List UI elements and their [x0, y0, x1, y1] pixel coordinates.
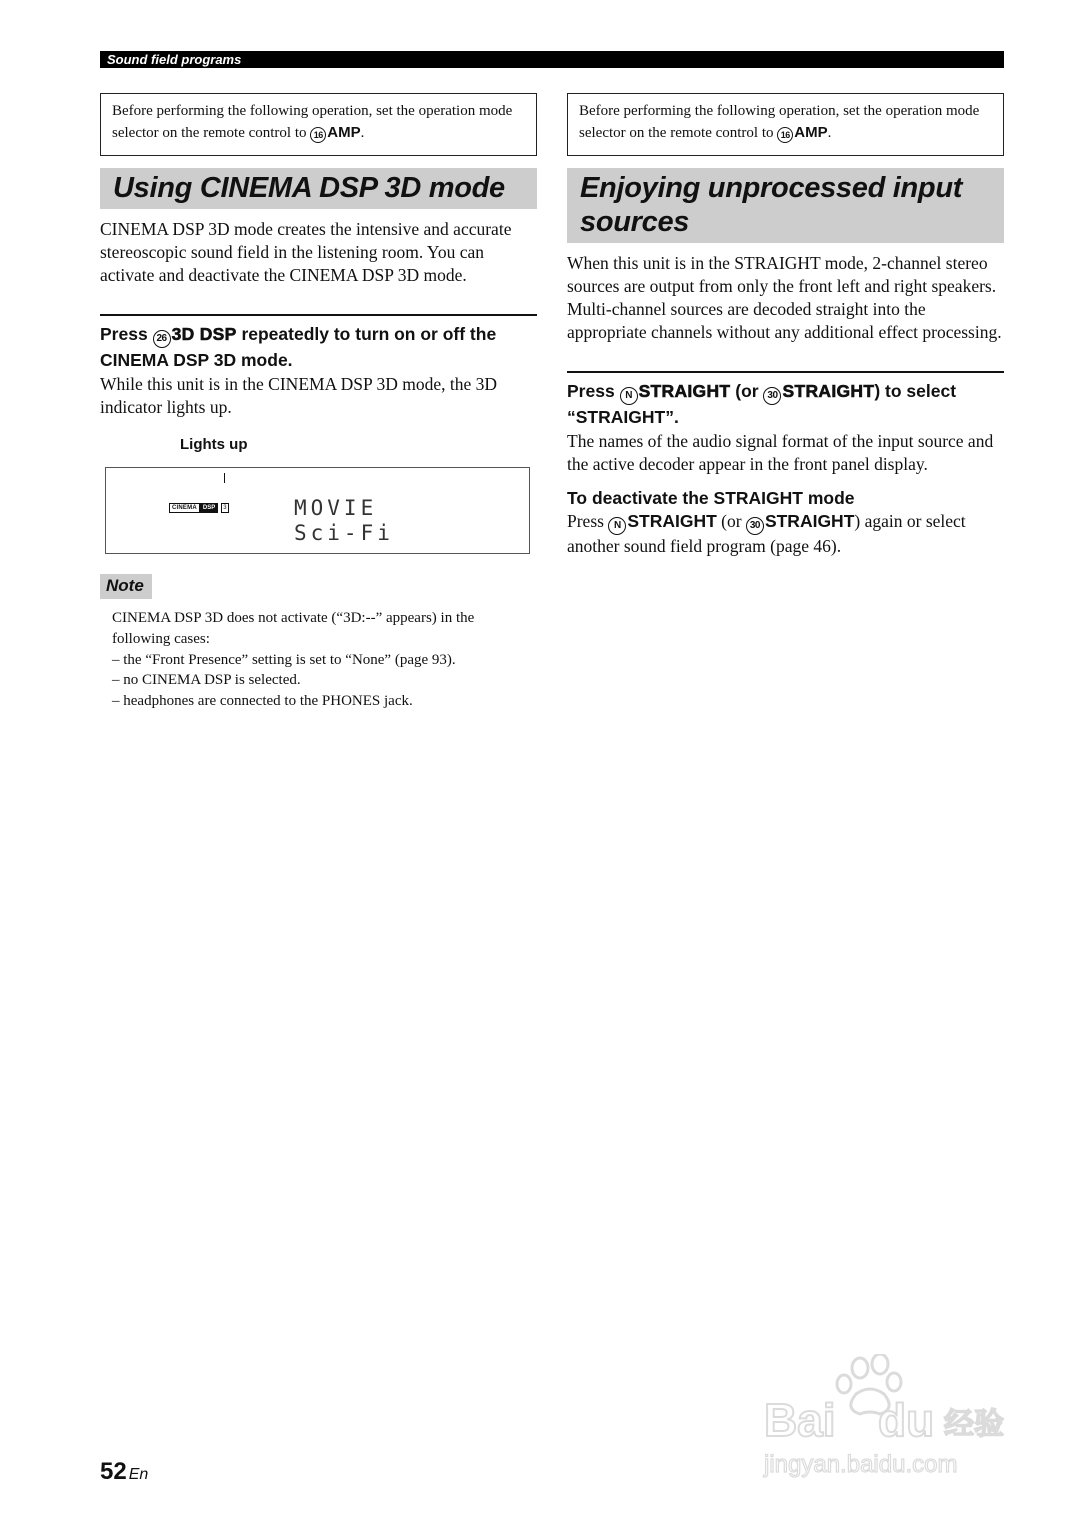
key-number-icon: 30	[763, 387, 781, 405]
front-panel-display	[105, 467, 530, 554]
page-number	[100, 1458, 148, 1486]
key-label: STRAIGHT	[627, 511, 717, 531]
svg-text:Bai: Bai	[764, 1394, 836, 1446]
section-title: Sound field programs	[107, 52, 242, 67]
note-tag: Note	[100, 574, 152, 599]
step-suffix: ) again or select another sound field program (page 46).	[567, 511, 966, 556]
key-number-icon: 26	[153, 330, 171, 348]
intro-paragraph: CINEMA DSP 3D mode creates the intensive and accurate stereoscopic sound field in the listening room. You can activate and deactivate the CINEMA DSP 3D mode.	[100, 219, 512, 285]
note-line: following cases:	[112, 630, 210, 647]
step-body: The names of the audio signal format of the input source and the active decoder appear in the front panel display.	[567, 431, 994, 474]
operation-notice-box	[567, 93, 1004, 156]
divider	[567, 371, 1004, 373]
key-label: STRAIGHT	[782, 381, 875, 401]
step-mid: (or	[735, 381, 759, 401]
step-suffix: repeatedly to turn on or off the CINEMA DSP 3D mode.	[100, 324, 497, 370]
page-lang: En	[128, 1466, 149, 1483]
step-heading	[100, 322, 537, 372]
divider	[100, 314, 537, 316]
step-prefix: Press	[567, 511, 604, 531]
lights-up-callout: Lights up	[180, 436, 248, 453]
deactivate-body	[567, 510, 1004, 558]
section-heading-line-2: sources	[580, 206, 690, 238]
display-figure	[100, 436, 537, 554]
key-letter-icon: N	[620, 387, 638, 405]
step-mid: (or	[721, 511, 742, 531]
svg-text:jingyan.baidu.com: jingyan.baidu.com	[764, 1451, 958, 1478]
note-line: – no CINEMA DSP is selected.	[112, 672, 301, 689]
paw-icon	[756, 1354, 1016, 1484]
step-prefix: Press	[567, 381, 615, 401]
section-heading	[567, 168, 1004, 243]
note-line: – headphones are connected to the PHONES jack.	[112, 693, 413, 710]
svg-text:经验: 经验	[944, 1407, 1004, 1442]
left-column	[100, 93, 537, 712]
notice-end: .	[827, 125, 832, 141]
step-suffix: ) to select “STRAIGHT”.	[567, 381, 957, 427]
key-label: 3D DSP	[171, 324, 237, 344]
subheading: To deactivate the STRAIGHT mode	[567, 488, 855, 508]
key-label: STRAIGHT	[638, 381, 731, 401]
notice-text: Before performing the following operation, set the operation mode selector on the remote control to	[579, 103, 980, 141]
step-prefix: Press	[100, 324, 148, 344]
logo-dsp: DSP	[200, 503, 218, 513]
logo-cinema: CINEMA	[169, 503, 200, 513]
section-heading-text: Using CINEMA DSP 3D mode	[113, 172, 505, 204]
key-label: STRAIGHT	[764, 511, 855, 531]
page-number-value: 52	[100, 1458, 127, 1485]
operation-notice-box	[100, 93, 537, 156]
notice-end: .	[360, 125, 365, 141]
logo-3d: 3	[223, 505, 227, 511]
display-readout	[294, 496, 394, 546]
key-letter-icon: N	[608, 517, 626, 535]
note-line: – the “Front Presence” setting is set to “None” (page 93).	[112, 651, 456, 668]
cinema-dsp-3d-indicator-icon	[169, 503, 229, 513]
right-column	[567, 93, 1004, 558]
notice-text: Before performing the following operation, set the operation mode selector on the remote control to	[112, 103, 513, 141]
intro-paragraph: When this unit is in the STRAIGHT mode, 2-channel stereo sources are output from only the front left and right speakers. Multi-channel sources are decoded straight into the appropriate channels without any additional effect processing.	[567, 253, 1002, 342]
key-number-icon: 16	[777, 127, 793, 143]
section-heading	[100, 168, 537, 209]
key-number-icon: 16	[310, 127, 326, 143]
key-number-icon: 30	[746, 517, 764, 535]
step-heading	[567, 379, 1004, 429]
svg-text:du: du	[878, 1394, 935, 1446]
display-line-2: Sci-Fi	[294, 521, 394, 545]
section-heading-line-1: Enjoying unprocessed input	[580, 172, 963, 204]
step-body: While this unit is in the CINEMA DSP 3D mode, the 3D indicator lights up.	[100, 374, 497, 417]
key-label: AMP	[794, 124, 828, 141]
baidu-watermark-logo	[756, 1354, 1016, 1484]
note-body	[100, 608, 537, 712]
note-line: CINEMA DSP 3D does not activate (“3D:--” appears) in the	[112, 610, 475, 626]
key-label: AMP	[327, 124, 361, 141]
display-line-1: MOVIE	[294, 496, 378, 520]
section-header-bar	[100, 51, 1004, 68]
